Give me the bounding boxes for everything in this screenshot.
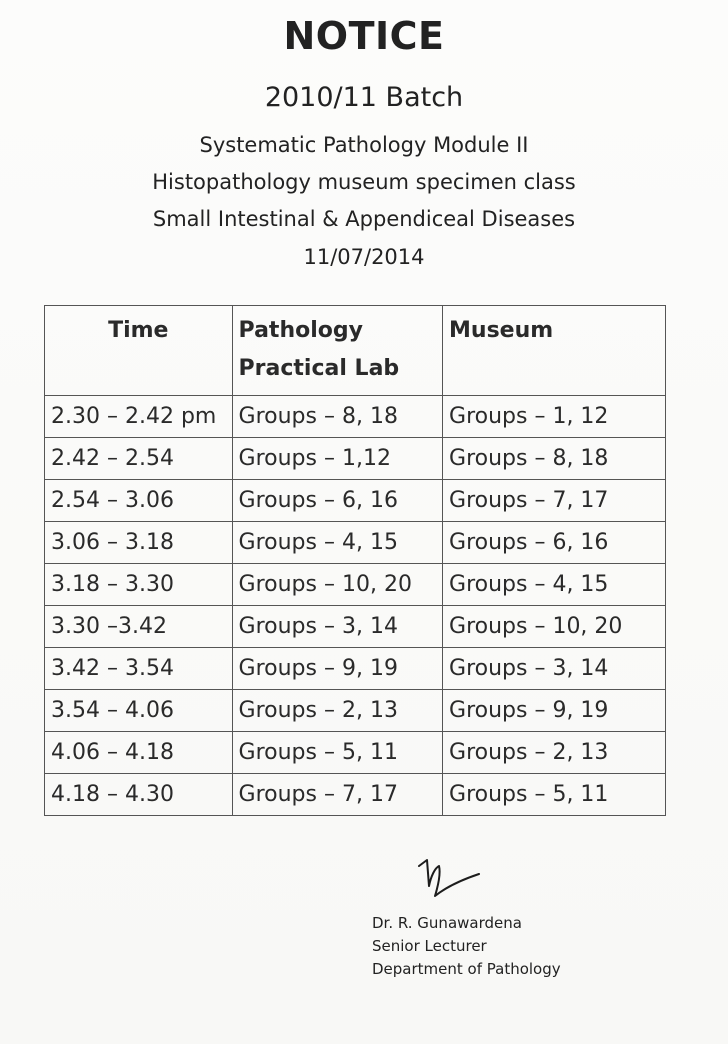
class-name: Histopathology museum specimen class <box>152 170 576 194</box>
row-museum-groups: Groups – 5, 11 <box>443 774 666 816</box>
signatory-name: Dr. R. Gunawardena <box>372 914 522 932</box>
row-time: 4.06 – 4.18 <box>45 732 233 774</box>
table-row <box>45 438 666 480</box>
table-row <box>45 606 666 648</box>
signature-block <box>372 912 561 981</box>
table-row <box>45 774 666 816</box>
table-row <box>45 648 666 690</box>
module-name: Systematic Pathology Module II <box>199 133 529 157</box>
row-lab-groups: Groups – 2, 13 <box>232 690 442 732</box>
row-museum-groups: Groups – 1, 12 <box>443 396 666 438</box>
header-lab-line2: Practical Lab <box>238 356 400 381</box>
row-lab-groups: Groups – 9, 19 <box>232 648 442 690</box>
row-time: 3.06 – 3.18 <box>45 522 233 564</box>
table-row <box>45 690 666 732</box>
row-museum-groups: Groups – 7, 17 <box>443 480 666 522</box>
row-lab-groups: Groups – 7, 17 <box>232 774 442 816</box>
row-time: 2.54 – 3.06 <box>45 480 233 522</box>
row-museum-groups: Groups – 9, 19 <box>443 690 666 732</box>
signatory-department: Department of Pathology <box>372 960 561 978</box>
row-time: 3.30 –3.42 <box>45 606 233 648</box>
row-time: 2.42 – 2.54 <box>45 438 233 480</box>
row-lab-groups: Groups – 1,12 <box>232 438 442 480</box>
topic-name: Small Intestinal & Appendiceal Diseases <box>152 207 576 231</box>
signature-mark <box>405 852 485 907</box>
row-museum-groups: Groups – 2, 13 <box>443 732 666 774</box>
header-lab-line1: Pathology <box>238 318 363 343</box>
table-row <box>45 732 666 774</box>
row-museum-groups: Groups – 8, 18 <box>443 438 666 480</box>
signatory-position: Senior Lecturer <box>372 937 487 955</box>
row-lab-groups: Groups – 8, 18 <box>232 396 442 438</box>
header-museum-label: Museum <box>449 318 554 343</box>
table-row <box>45 564 666 606</box>
header-time-label: Time <box>108 318 169 343</box>
row-lab-groups: Groups – 5, 11 <box>232 732 442 774</box>
row-museum-groups: Groups – 10, 20 <box>443 606 666 648</box>
notice-title: NOTICE <box>283 14 445 58</box>
table-row <box>45 396 666 438</box>
row-lab-groups: Groups – 6, 16 <box>232 480 442 522</box>
table-row <box>45 522 666 564</box>
batch-label: 2010/11 Batch <box>264 82 464 113</box>
row-time: 3.18 – 3.30 <box>45 564 233 606</box>
row-time: 2.30 – 2.42 pm <box>45 396 233 438</box>
schedule-table <box>44 305 666 816</box>
row-time: 4.18 – 4.30 <box>45 774 233 816</box>
table-row <box>45 480 666 522</box>
row-lab-groups: Groups – 10, 20 <box>232 564 442 606</box>
table-header-row <box>45 306 666 396</box>
row-museum-groups: Groups – 4, 15 <box>443 564 666 606</box>
header-museum <box>443 306 666 396</box>
row-lab-groups: Groups – 3, 14 <box>232 606 442 648</box>
header-time <box>45 306 233 396</box>
header-lab <box>232 306 442 396</box>
row-time: 3.42 – 3.54 <box>45 648 233 690</box>
row-time: 3.54 – 4.06 <box>45 690 233 732</box>
row-museum-groups: Groups – 6, 16 <box>443 522 666 564</box>
row-lab-groups: Groups – 4, 15 <box>232 522 442 564</box>
notice-date: 11/07/2014 <box>303 245 425 269</box>
row-museum-groups: Groups – 3, 14 <box>443 648 666 690</box>
